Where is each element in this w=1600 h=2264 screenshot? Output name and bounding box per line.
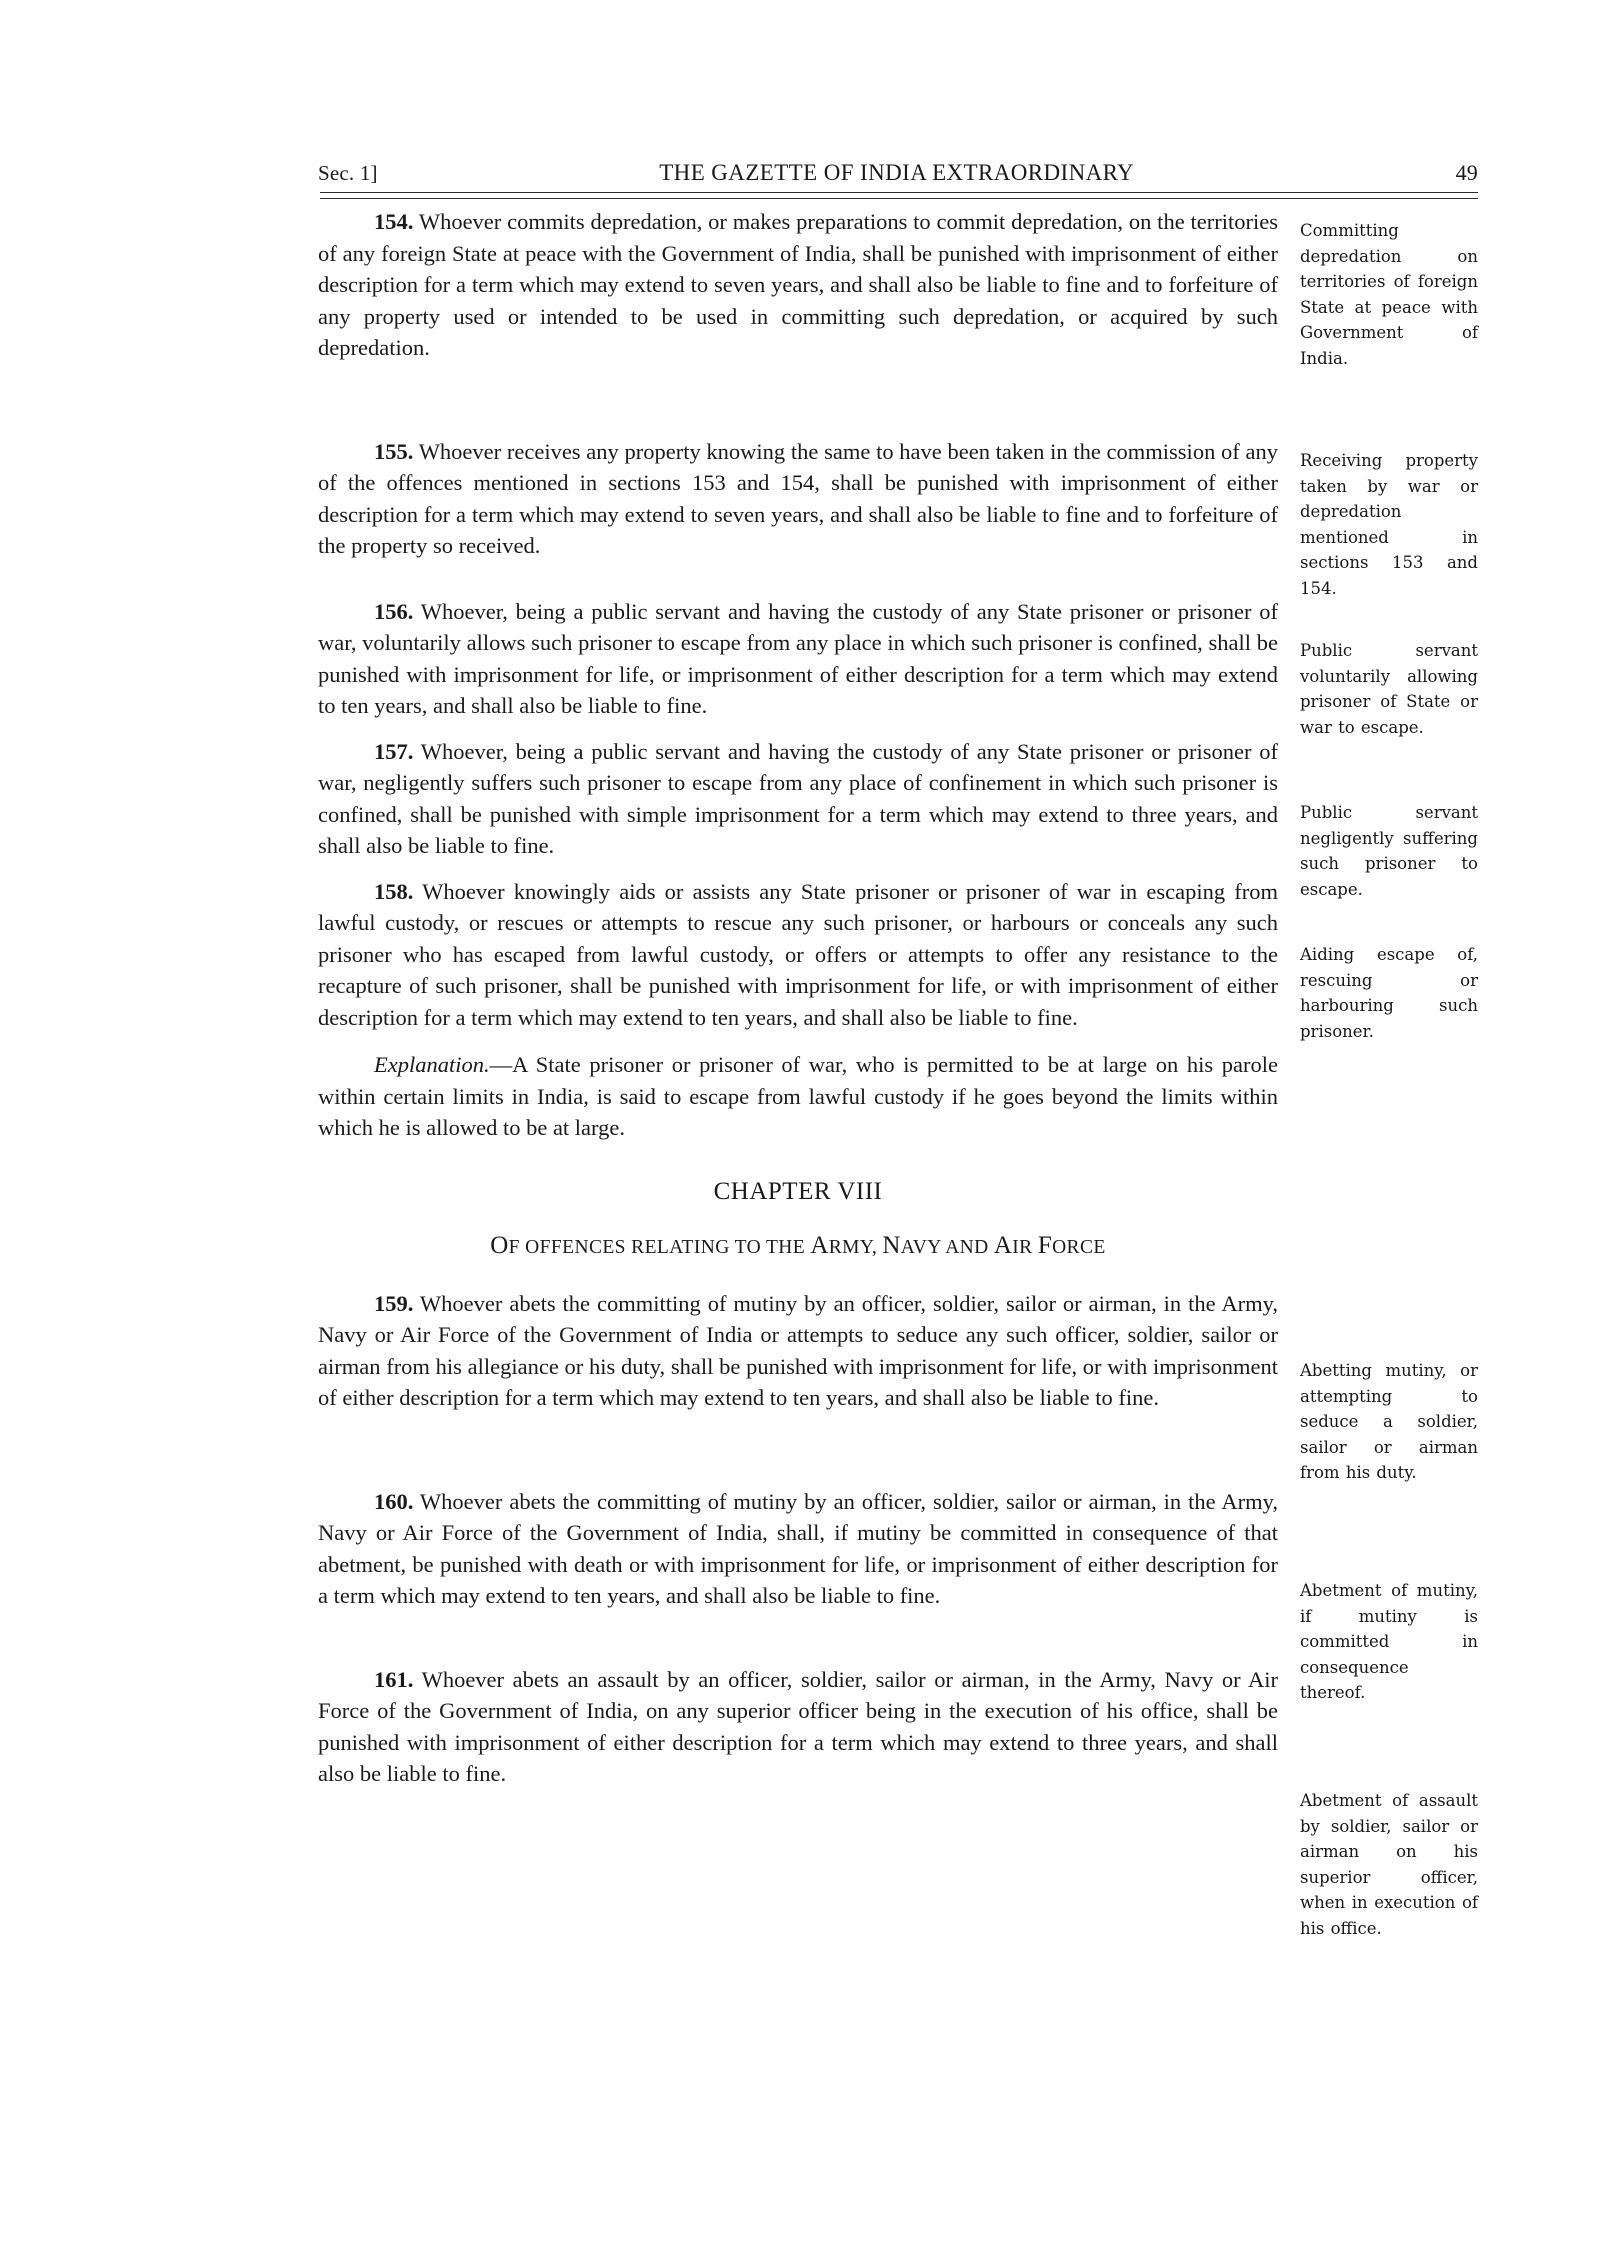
- margin-note-161: Abetment of assault by soldier, sailor or airman on his superior officer, when in execution of his office.: [1300, 1791, 1478, 1938]
- header-title: THE GAZETTE OF INDIA EXTRAORDINARY: [659, 160, 1135, 185]
- chapter-subtitle-of-rest: F OFFENCES RELATING TO THE: [508, 1236, 811, 1258]
- header-page-number: 49: [1455, 160, 1478, 185]
- section-number-154: 154.: [374, 209, 414, 234]
- section-159: [318, 1288, 1278, 1414]
- chapter-subtitle: [318, 1232, 1278, 1260]
- explanation-label: Explanation.: [374, 1052, 490, 1077]
- section-155: [318, 436, 1278, 562]
- section-number-159: 159.: [374, 1290, 414, 1316]
- section-number-156: 156.: [374, 598, 414, 624]
- margin-note-160: Abetment of mutiny, if mutiny is committed in consequence thereof.: [1300, 1581, 1478, 1702]
- section-text-156: Whoever, being a public servant and having the custody of any State prisoner or prisoner of war, voluntarily allows such prisoner to escape from any place in which such prisoner is confined, shall be punished with imprisonment for life, or imprisonment of either description for a term which may extend to ten years, and shall also be liable to fine.: [318, 598, 1278, 718]
- chapter-subtitle-navy-rest: AVY: [900, 1236, 941, 1258]
- section-number-158: 158.: [374, 878, 414, 904]
- section-text-155: Whoever receives any property knowing the same to have been taken in the commission of any of the offences mentioned in sections 153 and 154, shall be punished with imprisonment of either description for a term which may extend to seven years, and shall also be liable to fine and to forfeiture of the property so received.: [318, 438, 1278, 558]
- chapter-subtitle-air-rest: IR: [1012, 1236, 1038, 1258]
- chapter-subtitle-of-cap: O: [490, 1231, 509, 1259]
- margin-note-156: Public servant voluntarily allowing prisoner of State or war to escape.: [1300, 641, 1478, 737]
- chapter-subtitle-air-cap: A: [993, 1231, 1013, 1259]
- chapter-subtitle-army-cap: A: [810, 1231, 829, 1259]
- margin-note-157: Public servant negligently suffering such prisoner to escape.: [1300, 803, 1478, 899]
- chapter-subtitle-navy-cap: N: [882, 1231, 901, 1259]
- margin-note-159: Abetting mutiny, or attempting to seduce a soldier, sailor or airman from his duty.: [1300, 1361, 1478, 1482]
- section-number-155: 155.: [374, 438, 414, 464]
- margin-note-155: Receiving property taken by war or depredation mentioned in sections 153 and 154.: [1300, 451, 1478, 598]
- section-160: [318, 1486, 1278, 1612]
- margin-note-154: Committing depredation on territories of foreign State at peace with Government of India.: [1300, 221, 1478, 368]
- chapter-title: CHAPTER VIII: [713, 1177, 883, 1205]
- explanation-paragraph: [318, 1049, 1278, 1144]
- section-text-157: Whoever, being a public servant and having the custody of any State prisoner or prisoner of war, negligently suffers such prisoner to escape from any place of confinement in which such prisoner is confined, shall be punished with simple imprisonment for a term which may extend to three years, and shall also be liable to fine.: [318, 738, 1278, 858]
- section-154: [318, 206, 1278, 364]
- section-161: [318, 1664, 1278, 1790]
- chapter-subtitle-force-rest: ORCE: [1052, 1236, 1106, 1258]
- section-text-159: Whoever abets the committing of mutiny by an officer, soldier, sailor or airman, in the Army, Navy or Air Force of the Government of India or attempts to seduce any such officer, soldier, sailor or airman from his allegiance or his duty, shall be punished with imprisonment for life, or with imprisonment of either description for a term which may extend to ten years, and shall also be liable to fine.: [318, 1290, 1278, 1410]
- section-text-161: Whoever abets an assault by an officer, soldier, sailor or airman, in the Army, Navy or Air Force of the Government of India, on any superior officer being in the execution of his office, shall be punished with imprisonment of either description for a term which may extend to three years, and shall also be liable to fine.: [318, 1666, 1278, 1786]
- header-double-rule: [320, 192, 1478, 199]
- body-column: [318, 206, 1278, 1812]
- chapter-subtitle-comma: ,: [871, 1236, 883, 1258]
- section-number-161: 161.: [374, 1666, 414, 1692]
- section-number-160: 160.: [374, 1488, 414, 1514]
- section-157: [318, 736, 1278, 862]
- section-158: [318, 876, 1278, 1034]
- chapter-subtitle-army-rest: RMY: [828, 1236, 872, 1258]
- section-text-154: Whoever commits depredation, or makes preparations to commit depredation, on the territories of any foreign State at peace with the Government of India, shall be punished with imprisonment of either description for a term which may extend to seven years, and shall also be liable to fine and to forfeiture of any property used or intended to be used in committing such depredation, or acquired by such depredation.: [318, 209, 1278, 360]
- section-156: [318, 596, 1278, 722]
- section-number-157: 157.: [374, 738, 414, 764]
- explanation-dash: —: [489, 1052, 513, 1077]
- page-header: [318, 160, 1478, 186]
- section-text-160: Whoever abets the committing of mutiny by an officer, soldier, sailor or airman, in the Army, Navy or Air Force of the Government of India, shall, if mutiny be committed in consequence of that abetment, be punished with death or with imprisonment for life, or imprisonment of either description for a term which may extend to ten years, and shall also be liable to fine.: [318, 1488, 1278, 1608]
- explanation-text: A State prisoner or prisoner of war, who is permitted to be at large on his parole within certain limits in India, is said to escape from lawful custody if he goes beyond the limits within which he is allowed to be at large.: [318, 1052, 1278, 1140]
- section-text-158: Whoever knowingly aids or assists any State prisoner or prisoner of war in escaping from lawful custody, or rescues or attempts to rescue any such prisoner, or harbours or conceals any such prisoner who has escaped from lawful custody, or offers or attempts to offer any resistance to the recapture of such prisoner, shall be punished with imprisonment for life, or with imprisonment of either description for a term which may extend to ten years, and shall also be liable to fine.: [318, 878, 1278, 1030]
- chapter-subtitle-and: AND: [941, 1236, 994, 1258]
- chapter-subtitle-force-cap: F: [1037, 1231, 1053, 1259]
- margin-note-158: Aiding escape of, rescuing or harbouring such prisoner.: [1300, 945, 1478, 1041]
- header-section-mark: Sec. 1]: [318, 161, 378, 185]
